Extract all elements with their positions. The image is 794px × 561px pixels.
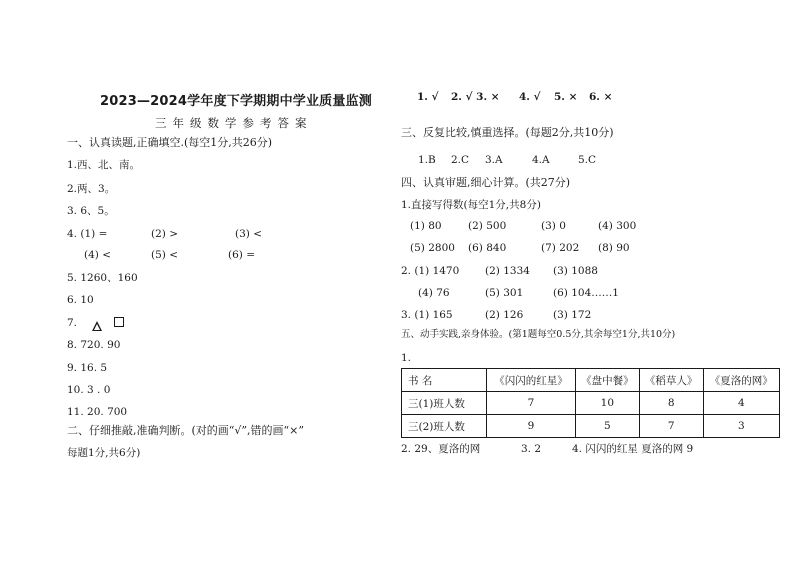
- sub3-answer-3: (3) 172: [553, 309, 592, 321]
- section-5-q1-label: 1.: [401, 352, 412, 364]
- judge-answer-5: 5. ×: [554, 91, 578, 103]
- judge-answer-2-3: 2. √ 3. ×: [451, 91, 500, 103]
- answer-q4-2: (2) >: [151, 228, 179, 240]
- sub2-answer-4: (4) 76: [418, 287, 450, 299]
- calc-8: (8) 90: [598, 242, 630, 254]
- calc-4: (4) 300: [598, 220, 637, 232]
- answer-q7-label: 7.: [67, 317, 78, 329]
- table-header-cell: 《稻草人》: [639, 369, 703, 392]
- answer-q11: 11. 20. 700: [67, 406, 128, 418]
- section-5-heading: 五、动手实践,亲身体验。(第1题每空0.5分,其余每空1分,共10分): [401, 329, 676, 340]
- answer-q4-5: (5) <: [151, 249, 179, 261]
- sub2-answer-3: (3) 1088: [553, 265, 598, 277]
- answer-q6: 6. 10: [67, 294, 94, 306]
- table-header-cell: 《夏洛的网》: [703, 369, 779, 392]
- answer-q4-3: (3) <: [235, 228, 263, 240]
- choice-answer-4: 4.A: [532, 154, 550, 166]
- answer-q9: 9. 16. 5: [67, 362, 108, 374]
- table-cell: 7: [639, 415, 703, 438]
- calc-6: (6) 840: [468, 242, 507, 254]
- sub3-answer-2: (2) 126: [485, 309, 524, 321]
- sec5-answer-2: 2. 29、夏洛的网: [401, 443, 481, 455]
- answer-q1: 1.西、北、南。: [67, 159, 141, 171]
- section-2-heading-cont: 每题1分,共6分): [67, 447, 141, 459]
- section-3-heading: 三、反复比较,慎重选择。(每题2分,共10分): [401, 126, 614, 139]
- table-cell: 3: [703, 415, 779, 438]
- table-cell: 5: [575, 415, 639, 438]
- table-cell: 9: [487, 415, 576, 438]
- table-cell: 10: [575, 392, 639, 415]
- answer-q8: 8. 720. 90: [67, 339, 121, 351]
- table-header-cell: 《盘中餐》: [575, 369, 639, 392]
- sec5-answer-3: 3. 2: [521, 443, 542, 455]
- table-cell: 7: [487, 392, 576, 415]
- answer-q10: 10. 3 . 0: [67, 384, 111, 396]
- answer-q4-1: 4. (1) =: [67, 228, 108, 240]
- choice-answer-1: 1.B: [418, 154, 436, 166]
- judge-answer-4: 4. √: [519, 91, 541, 103]
- table-row: [402, 415, 780, 438]
- choice-answer-5: 5.C: [578, 154, 597, 166]
- table-header-cell: 《闪闪的红星》: [487, 369, 576, 392]
- section-2-heading: 二、仔细推敲,准确判断。(对的画“√”,错的画“×”: [67, 424, 305, 437]
- calc-3: (3) 0: [541, 220, 566, 232]
- calc-1: (1) 80: [410, 220, 442, 232]
- section-4-heading: 四、认真审题,细心计算。(共27分): [401, 176, 571, 189]
- table-cell: 三(1)班人数: [402, 392, 487, 415]
- answer-q2: 2.两、3。: [67, 183, 116, 195]
- calc-7: (7) 202: [541, 242, 580, 254]
- calc-5: (5) 2800: [410, 242, 455, 254]
- page-title: 2023—2024学年度下学期期中学业质量监测: [100, 94, 372, 109]
- table-cell: 4: [703, 392, 779, 415]
- square-icon: [114, 317, 124, 327]
- section-1-heading: 一、认真读题,正确填空.(每空1分,共26分): [67, 136, 273, 149]
- sec5-answer-4: 4. 闪闪的红星 夏洛的网 9: [572, 443, 694, 455]
- triangle-icon: [92, 321, 102, 331]
- answer-q4-4: (4) <: [84, 249, 112, 261]
- sub2-answer-5: (5) 301: [485, 287, 524, 299]
- sub2-answer-6: (6) 104……1: [553, 287, 619, 299]
- table-row: [402, 392, 780, 415]
- answer-q4-6: (6) =: [228, 249, 256, 261]
- calc-2: (2) 500: [468, 220, 507, 232]
- answer-q5: 5. 1260、160: [67, 272, 138, 284]
- choice-answer-2: 2.C: [451, 154, 470, 166]
- answer-q3: 3. 6、5。: [67, 205, 115, 217]
- table-cell: 8: [639, 392, 703, 415]
- table-cell: 三(2)班人数: [402, 415, 487, 438]
- judge-answer-6: 6. ×: [589, 91, 613, 103]
- sub2-answer-2: (2) 1334: [485, 265, 530, 277]
- reading-survey-table: [401, 368, 780, 438]
- judge-answer-1: 1. √: [417, 91, 439, 103]
- page-subtitle: 三年级数学参考答案: [155, 116, 313, 130]
- sub2-answer-1: 2. (1) 1470: [401, 265, 460, 277]
- table-header-cell: 书 名: [402, 369, 487, 392]
- subsection-1-heading: 1.直接写得数(每空1分,共8分): [401, 199, 541, 211]
- sub3-answer-1: 3. (1) 165: [401, 309, 453, 321]
- table-header-row: [402, 369, 780, 392]
- choice-answer-3: 3.A: [485, 154, 503, 166]
